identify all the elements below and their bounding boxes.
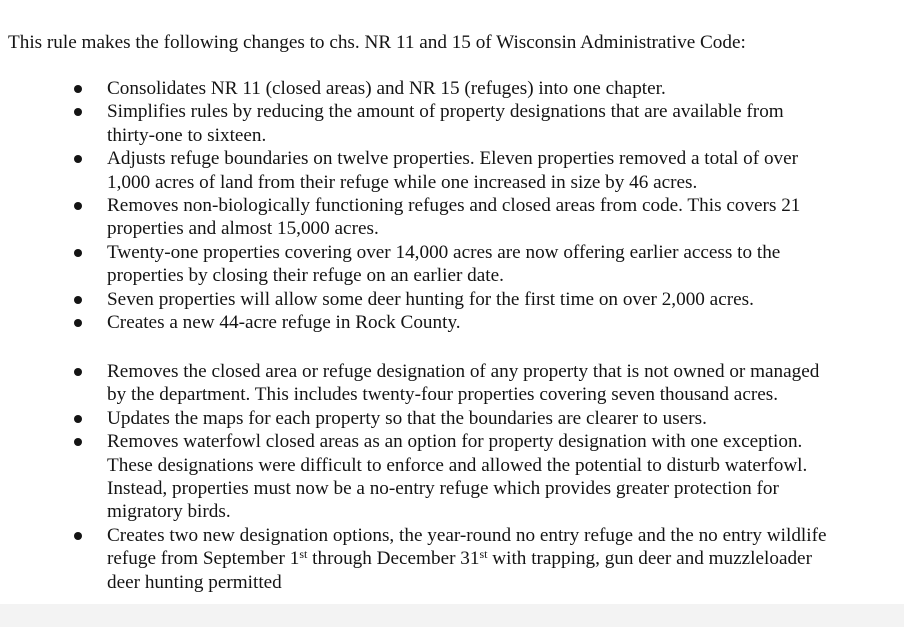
list-item [0,407,887,430]
list-item-text: Adjusts refuge boundaries on twelve properties. Eleven properties removed a total of over 1,000 acres of land from their refuge while one increased in size by 46 acres. [107,148,799,193]
bullet-icon [74,296,82,304]
bullet-icon [74,249,82,257]
changes-list-second-group [0,360,887,594]
list-item [0,524,887,594]
list-item-text: Seven properties will allow some deer hunting for the first time on over 2,000 acres. [107,288,754,310]
list-item-text: Creates a new 44-acre refuge in Rock County. [107,312,461,334]
bullet-icon [74,438,82,446]
bullet-icon [74,85,82,93]
list-item-text: Consolidates NR 11 (closed areas) and NR 15 (refuges) into one chapter. [107,78,666,99]
list-item [0,147,887,194]
changes-list-first-group [0,77,887,334]
list-item [0,360,887,407]
bullet-icon [74,155,82,163]
list-item [0,194,887,241]
list-item-text: Removes waterfowl closed areas as an option for property designation with one exception. These designations were difficult to enforce and allowed the potential to disturb waterfowl. Instead, properties must now be a no-entry refuge which provides greater protection for migratory birds. [107,431,808,523]
scan-bottom-band [0,604,904,627]
list-item-text: Twenty-one properties covering over 14,000 acres are now offering earlier access to the properties by closing their refuge on an earlier date. [107,241,781,287]
bullet-icon [74,319,82,327]
list-item [0,100,887,147]
list-item-text: Simplifies rules by reducing the amount of property designations that are available from thirty-one to sixteen. [107,101,784,146]
list-item-text: Updates the maps for each property so that the boundaries are clearer to users. [107,407,707,429]
bullet-icon [74,532,82,540]
list-item [0,288,887,311]
list-item [0,430,887,524]
last-item-part-c: with trapping, gun deer and muzzleloader [487,548,812,570]
bullet-icon [74,202,82,210]
ordinal-suffix: st [479,547,488,562]
list-item [0,241,887,288]
bullet-icon [74,368,82,376]
last-item-part-a: refuge from September 1 [107,548,300,570]
intro-paragraph: This rule makes the following changes to chs. NR 11 and 15 of Wisconsin Administrative Code: [8,32,746,53]
last-item-line-3: deer hunting permitted [107,571,282,593]
list-item-text: Removes the closed area or refuge designation of any property that is not owned or managed by the department. This includes twenty-four properties covering seven thousand acres. [107,361,820,406]
last-item-part-b: through December 31 [307,548,480,570]
list-item [0,311,887,334]
last-item-line-1: Creates two new designation options, the year-round no entry refuge and the no entry wildlife [107,524,827,546]
list-item-text: Removes non-biologically functioning refuges and closed areas from code. This covers 21 properties and almost 15,000 acres. [107,195,801,240]
list-item [0,77,887,100]
list-item-text [107,525,826,593]
ordinal-suffix: st [299,547,308,562]
bullet-icon [74,415,82,423]
bullet-icon [74,108,82,116]
